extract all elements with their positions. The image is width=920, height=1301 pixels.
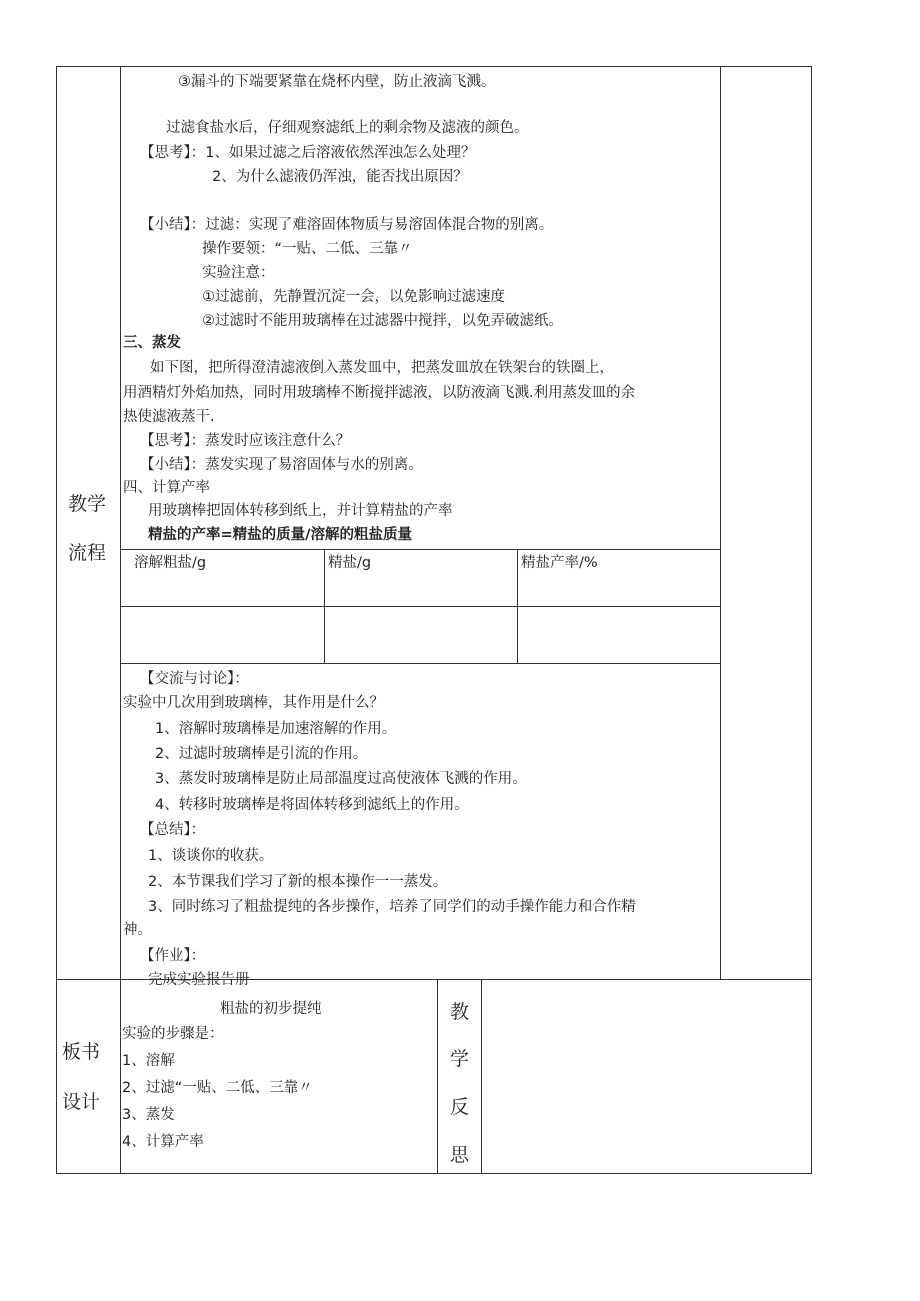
process-line: ③漏斗的下端要紧靠在烧杯内壁，防止液滴飞溅。	[178, 74, 496, 90]
board-line: 实验的步骤是：	[122, 1026, 224, 1042]
discussion-line: 实验中几次用到玻璃棒，其作用是什么？	[123, 695, 384, 711]
process-line: 用酒精灯外焰加热，同时用玻璃棒不断搅拌滤液，以防液滴飞溅.利用蒸发皿的余	[123, 385, 636, 401]
process-line: 【思考】：蒸发时应该注意什么？	[140, 433, 351, 449]
board-side-label-2: 设计	[62, 1091, 101, 1113]
board-line: 1、溶解	[122, 1053, 175, 1069]
yield-table-mid	[120, 606, 721, 607]
process-line: 如下图，把所得澄清滤液倒入蒸发皿中，把蒸发皿放在铁架台的铁圈上，	[150, 360, 614, 376]
board-side-label-1: 板书	[62, 1041, 101, 1063]
discussion-heading: 【交流与讨论】：	[140, 671, 249, 687]
process-line: ①过滤前，先静置沉淀一会，以免影响过滤速度	[202, 289, 505, 305]
reflection-char: 学	[450, 1048, 470, 1070]
process-line: 2、为什么滤液仍浑浊，能否找出原因？	[212, 169, 468, 185]
summary-heading: 【总结】：	[140, 822, 206, 838]
yield-header-rate: 精盐产率/%	[521, 555, 598, 571]
process-line: 过滤食盐水后，仔细观察滤纸上的剩余物及滤液的颜色。	[166, 120, 529, 136]
yield-table-bottom	[120, 663, 721, 664]
summary-line: 1、谈谈你的收获。	[148, 848, 274, 864]
yield-table-top	[120, 549, 721, 550]
yield-formula: 精盐的产率=精盐的质量/溶解的粗盐质量	[148, 527, 412, 543]
process-line: 【小结】：过滤：实现了难溶固体物质与易溶固体混合物的别离。	[140, 217, 554, 233]
reflection-char: 思	[450, 1144, 470, 1166]
process-side-label-1: 教学	[68, 493, 107, 515]
board-line: 4、计算产率	[122, 1134, 204, 1150]
board-divider-2	[481, 979, 482, 1174]
process-line: 操作要领：“一贴、二低、三靠〃	[202, 241, 413, 257]
process-line: 实验注意：	[202, 265, 275, 281]
board-divider-1	[437, 979, 438, 1174]
summary-line: 2、本节课我们学习了新的根本操作一一蒸发。	[148, 874, 448, 890]
section-heading-yield: 四、计算产率	[123, 480, 210, 496]
process-line: 用玻璃棒把固体转移到纸上，并计算精盐的产率	[148, 503, 453, 519]
homework-clip	[121, 960, 719, 988]
yield-header-crude: 溶解粗盐/g	[134, 555, 207, 571]
process-line: 热使滤液蒸干.	[123, 409, 215, 425]
label-column-divider	[120, 66, 121, 1174]
section-heading-evaporate: 三、蒸发	[123, 335, 181, 351]
yield-table-col-1	[324, 549, 325, 664]
frame-top	[56, 66, 812, 67]
discussion-line: 4、转移时玻璃棒是将固体转移到滤纸上的作用。	[155, 797, 469, 813]
reflection-char: 教	[450, 1001, 470, 1023]
discussion-line: 1、溶解时玻璃棒是加速溶解的作用。	[155, 721, 397, 737]
board-title: 粗盐的初步提纯	[220, 1001, 322, 1017]
right-column-divider	[720, 66, 721, 980]
discussion-line: 3、蒸发时玻璃棒是防止局部温度过高使液体飞溅的作用。	[155, 771, 527, 787]
frame-right	[811, 66, 812, 1174]
yield-table-col-2	[517, 549, 518, 664]
summary-line: 神。	[123, 922, 152, 938]
process-line: 【思考】：1、如果过滤之后溶液依然浑浊怎么处理？	[140, 145, 476, 161]
summary-line: 3、同时练习了粗盐提纯的各步操作，培养了同学们的动手操作能力和合作精	[148, 899, 636, 915]
homework-line: 完成实验报告册	[148, 972, 250, 988]
yield-header-refined: 精盐/g	[328, 555, 372, 571]
board-line: 2、过滤“一贴、二低、三靠〃	[122, 1080, 313, 1096]
homework-heading: 【作业】：	[140, 948, 206, 964]
process-line: 【小结】：蒸发实现了易溶固体与水的别离。	[140, 457, 423, 473]
discussion-line: 2、过滤时玻璃棒是引流的作用。	[155, 746, 368, 762]
process-side-label-2: 流程	[68, 542, 107, 564]
frame-bottom	[56, 1173, 812, 1174]
process-line: ②过滤时不能用玻璃棒在过滤器中搅拌，以免弄破滤纸。	[202, 313, 563, 329]
reflection-char: 反	[450, 1096, 470, 1118]
frame-left	[56, 66, 57, 1174]
board-line: 3、蒸发	[122, 1107, 175, 1123]
